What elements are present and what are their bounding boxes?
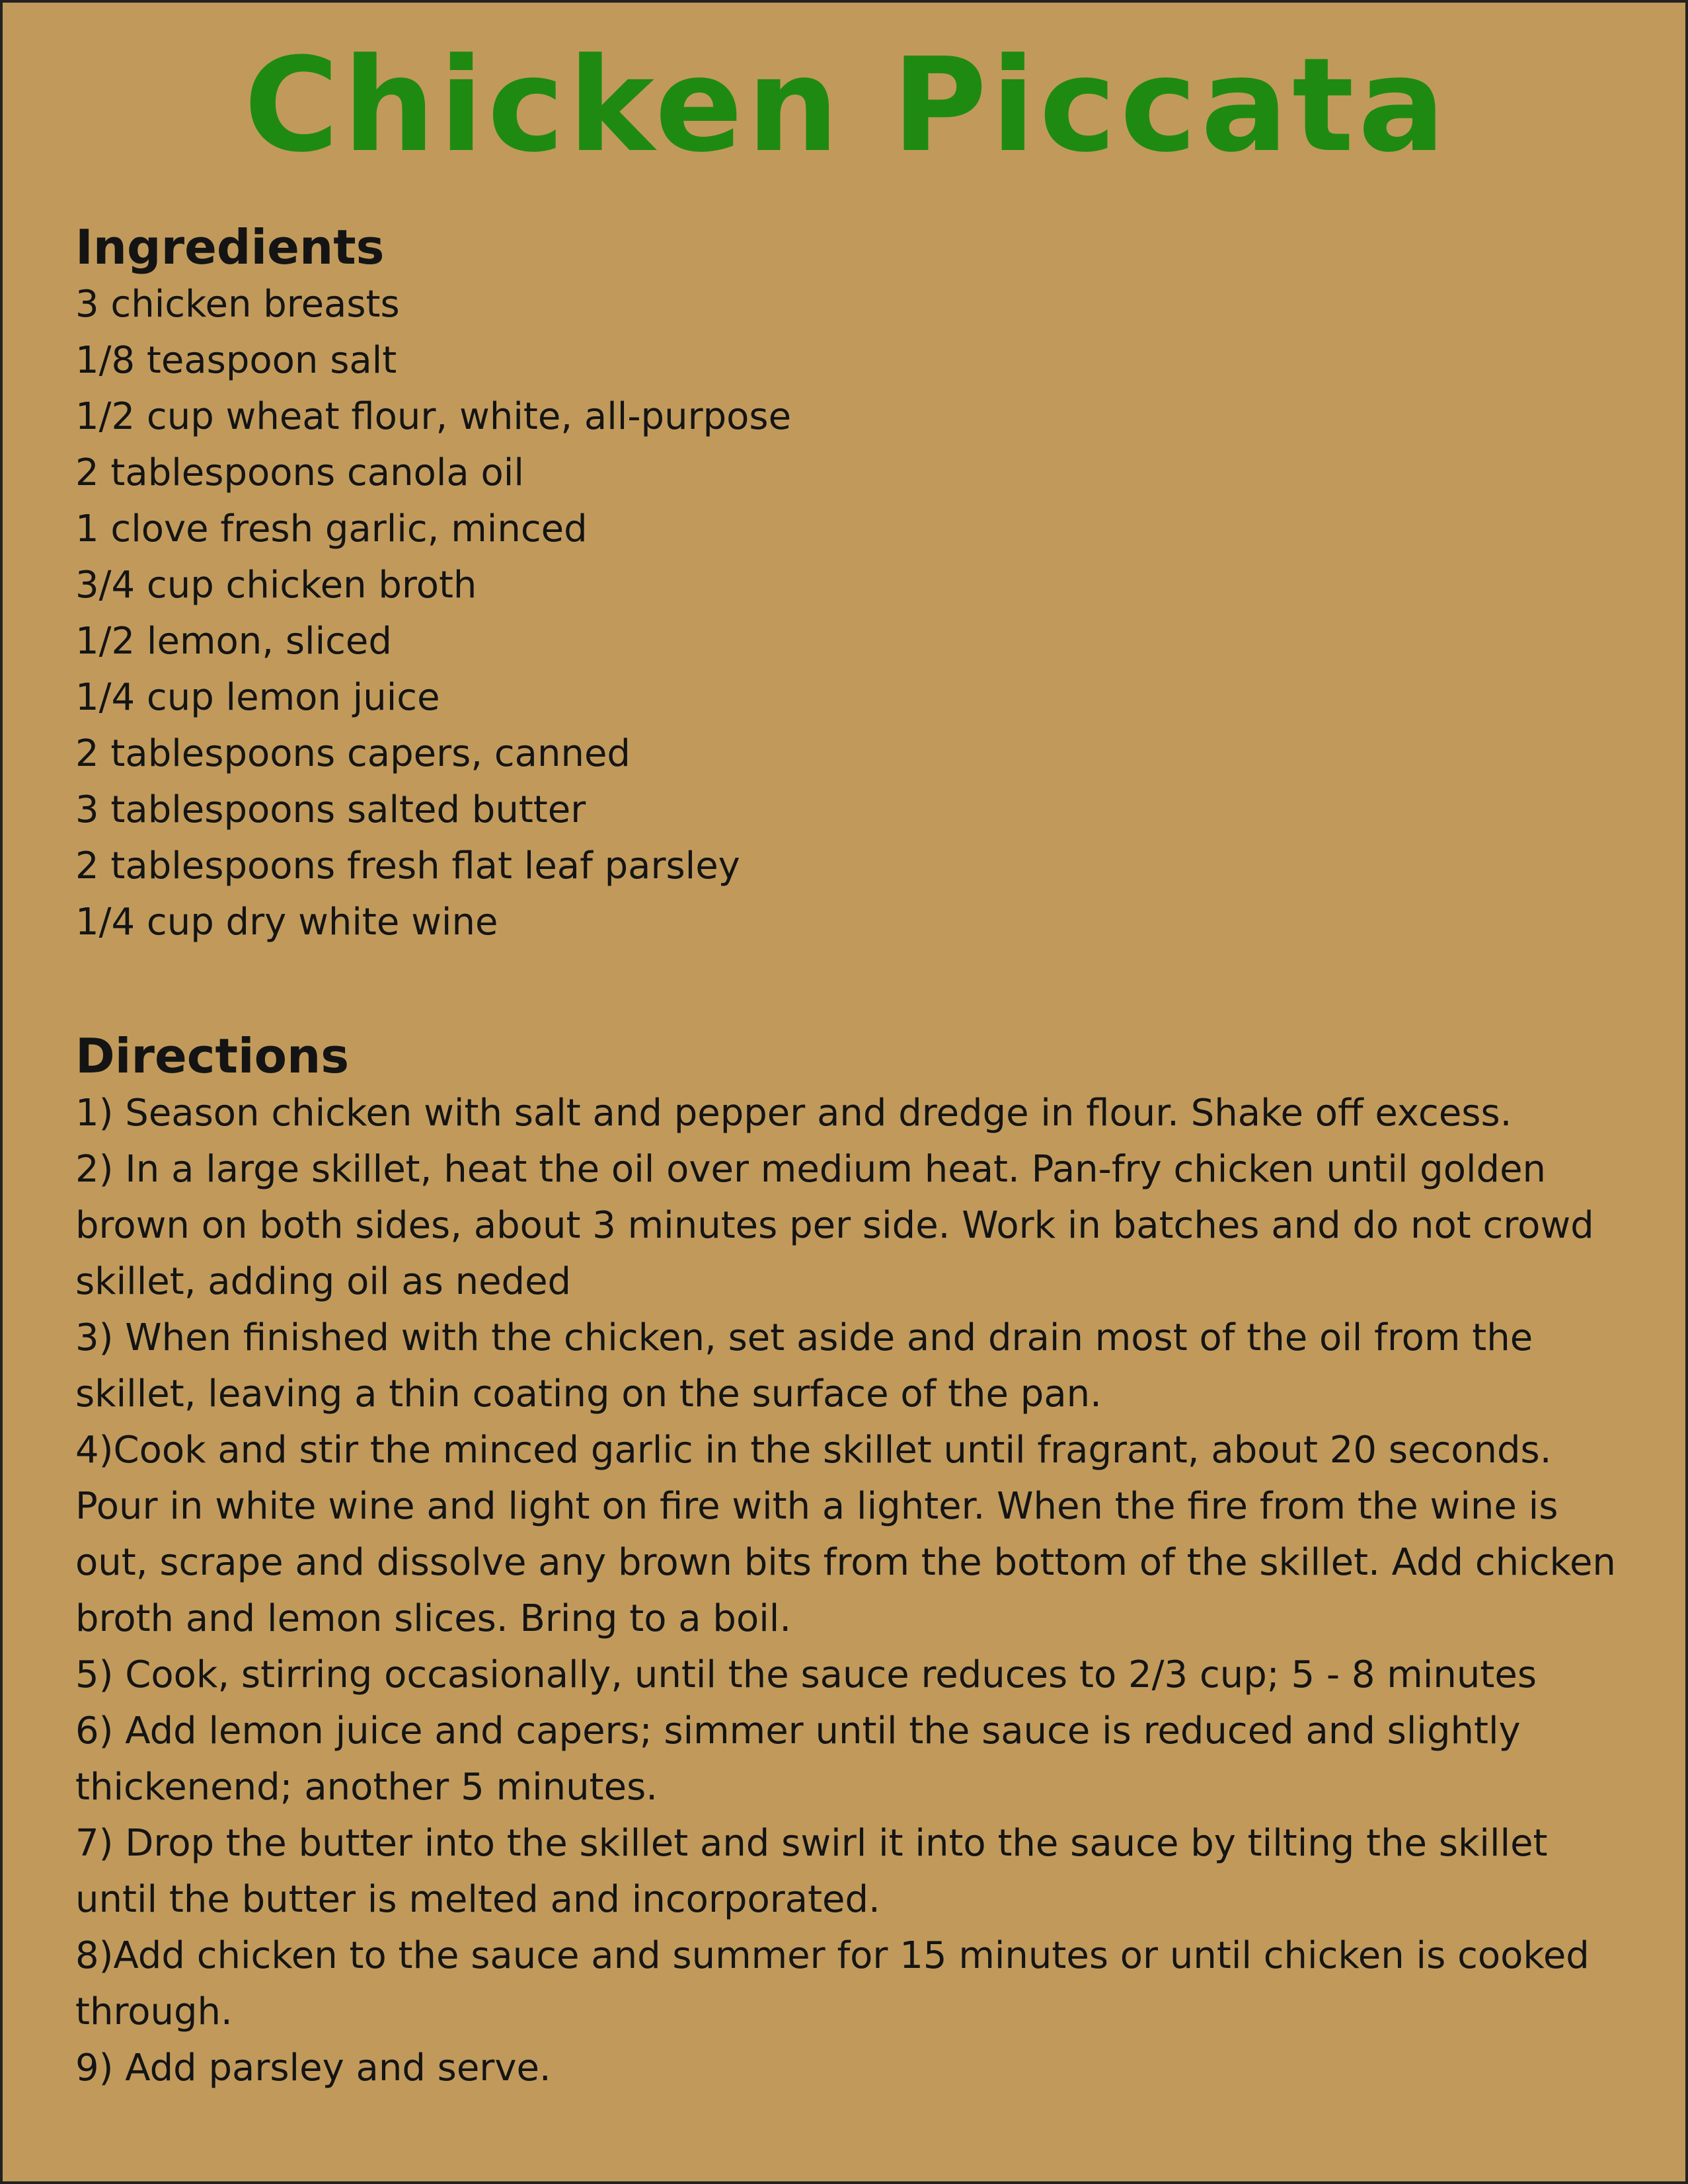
direction-step: 4)Cook and stir the minced garlic in the skillet until fragrant, about 20 seconds. Pour in white wine and light on fire with a lighter. When the fire from the wine is out, scrape and dissolve any brown bits from the bottom of the skillet. Add chicken broth and lemon slices. Bring to a boil. [75, 1429, 1616, 1640]
direction-step: 1) Season chicken with salt and pepper and dredge in flour. Shake off excess. [75, 1092, 1512, 1135]
direction-step: 5) Cook, stirring occasionally, until the sauce reduces to 2/3 cup; 5 - 8 minutes [75, 1653, 1537, 1696]
directions-list [75, 1085, 1622, 2096]
direction-step: 2) In a large skillet, heat the oil over medium heat. Pan-fry chicken until golden brown on both sides, about 3 minutes per side. Work in batches and do not crowd skillet, adding oil as neded [75, 1148, 1594, 1303]
direction-step: 7) Drop the butter into the skillet and swirl it into the sauce by tilting the skillet until the butter is melted and incorporated. [75, 1822, 1548, 1921]
ingredient-item: 3 chicken breasts [75, 283, 400, 326]
ingredient-item: 1/8 teaspoon salt [75, 339, 397, 382]
direction-step: 9) Add parsley and serve. [75, 2047, 551, 2090]
direction-step: 3) When finished with the chicken, set aside and drain most of the oil from the skillet, leaving a thin coating on the surface of the pan. [75, 1316, 1533, 1415]
ingredient-item: 1/2 cup wheat flour, white, all-purpose [75, 395, 792, 438]
recipe-title: Chicken Piccata [244, 30, 1449, 181]
ingredient-item: 2 tablespoons canola oil [75, 451, 524, 494]
ingredients-heading: Ingredients [75, 219, 385, 275]
ingredient-item: 3 tablespoons salted butter [75, 788, 586, 831]
ingredients-list [75, 276, 1622, 950]
ingredient-item: 1 clove fresh garlic, minced [75, 508, 588, 550]
directions-section [75, 1027, 1622, 2096]
ingredient-item: 2 tablespoons capers, canned [75, 732, 631, 775]
ingredients-section [75, 218, 1622, 950]
ingredient-item: 2 tablespoons fresh flat leaf parsley [75, 845, 740, 887]
direction-step: 6) Add lemon juice and capers; simmer until the sauce is reduced and slightly thickenend; another 5 minutes. [75, 1710, 1521, 1809]
ingredient-item: 1/2 lemon, sliced [75, 620, 392, 663]
directions-heading: Directions [75, 1028, 350, 1084]
ingredient-item: 1/4 cup lemon juice [75, 676, 440, 719]
ingredient-item: 1/4 cup dry white wine [75, 901, 498, 944]
ingredient-item: 3/4 cup chicken broth [75, 564, 477, 607]
direction-step: 8)Add chicken to the sauce and summer for 15 minutes or until chicken is cooked through. [75, 1934, 1590, 2033]
